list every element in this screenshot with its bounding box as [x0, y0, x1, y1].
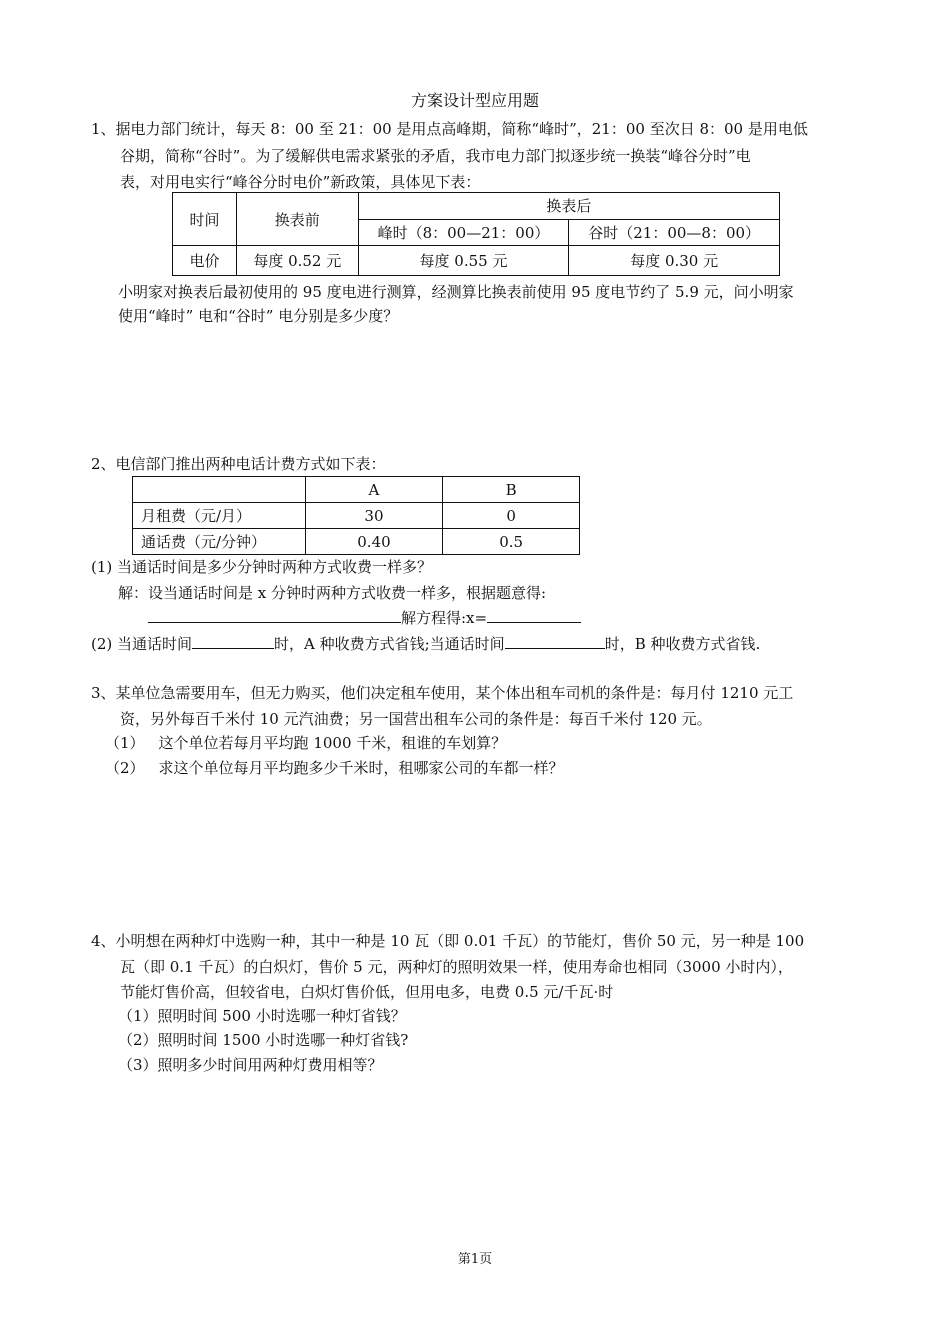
q2-sub1: (1) 当通话时间是多少分钟时两种方式收费一样多？: [91, 558, 433, 576]
cell-price-label: 电价: [173, 246, 237, 276]
q4-line-1: 4、小明想在两种灯中选购一种，其中一种是 10 瓦（即 0.01 千瓦）的节能灯，售价 50 元，另一种是 100: [91, 932, 805, 950]
time-blank-b[interactable]: [505, 634, 605, 649]
cell-peak-header: 峰时（8：00—21：00）: [358, 219, 569, 246]
cell-row2-label: 通话费（元/分钟）: [133, 529, 306, 555]
cell-row1-b: 0: [443, 503, 580, 529]
x-answer-blank[interactable]: [487, 608, 581, 623]
q2-sub2-part3: 时，B 种收费方式省钱.: [604, 635, 761, 653]
cell-row2-a: 0.40: [305, 529, 443, 555]
cell-row1-label: 月租费（元/月）: [133, 503, 306, 529]
q1-line-4: 小明家对换表后最初使用的 95 度电进行测算，经测算比换表前使用 95 度电节约了 5.9 元，问小明家: [118, 283, 794, 301]
q2-sub2-part1: (2) 当通话时间: [91, 635, 193, 653]
cell-time-header: 时间: [173, 193, 237, 246]
cell-before-header: 换表前: [236, 193, 358, 246]
q4-sub3: （3）照明多少时间用两种灯费用相等？: [118, 1056, 383, 1074]
cell-price-valley: 每度 0.30 元: [569, 246, 780, 276]
q2-sub2-part2: 时，A 种收费方式省钱;当通话时间: [274, 635, 505, 653]
time-blank-a[interactable]: [192, 634, 274, 649]
page-number: 第1页: [457, 1252, 493, 1267]
q4-line-2: 瓦（即 0.1 千瓦）的白炽灯，售价 5 元，两种灯的照明效果一样，使用寿命也相同（3000 小时内），: [120, 958, 793, 976]
cell-valley-header: 谷时（21：00—8：00）: [569, 219, 780, 246]
q1-line-5: 使用“峰时” 电和“谷时” 电分别是多少度？: [118, 307, 399, 325]
q2-solution: 解：设当通话时间是 x 分钟时两种方式收费一样多，根据题意得:: [118, 584, 547, 602]
cell-col-a: A: [305, 477, 443, 503]
cell-row2-b: 0.5: [443, 529, 580, 555]
cell-price-peak: 每度 0.55 元: [358, 246, 569, 276]
q3-sub1-text: 这个单位若每月平均跑 1000 千米，租谁的车划算？: [158, 734, 507, 752]
q3-sub2-text: 求这个单位每月平均跑多少千米时，租哪家公司的车都一样？: [158, 759, 564, 777]
q4-sub2: （2）照明时间 1500 小时选哪一种灯省钱?: [118, 1031, 409, 1049]
q1-line-1: 1、据电力部门统计，每天 8：00 至 21：00 是用点高峰期，简称“峰时”，21：00 至次日 8：00 是用电低: [91, 120, 808, 138]
solve-label: 解方程得:x=: [401, 609, 488, 627]
page-title: 方案设计型应用题: [410, 91, 539, 110]
q4-sub1: （1）照明时间 500 小时选哪一种灯省钱？: [118, 1007, 406, 1025]
q2-intro: 2、电信部门推出两种电话计费方式如下表：: [91, 455, 386, 473]
cell-empty-header: [133, 477, 306, 503]
cell-row1-a: 30: [305, 503, 443, 529]
q3-line-1: 3、某单位急需要用车，但无力购买，他们决定租车使用，某个体出租车司机的条件是：每月付 1210 元工: [91, 684, 794, 702]
q3-sub2-number: （2）: [105, 759, 145, 777]
q1-line-3: 表，对用电实行“峰谷分时电价”新政策，具体见下表：: [120, 173, 481, 191]
phone-fee-table: [132, 476, 580, 555]
q1-line-2: 谷期，简称“谷时”。为了缓解供电需求紧张的矛盾，我市电力部门拟逐步统一换装“峰谷分时”电: [120, 147, 751, 165]
cell-after-header: 换表后: [358, 193, 779, 220]
q4-line-3: 节能灯售价高，但较省电，白炽灯售价低，但用电多，电费 0.5 元/千瓦·时: [120, 983, 614, 1001]
q3-sub1-number: （1）: [105, 734, 145, 752]
equation-blank[interactable]: [148, 608, 401, 623]
cell-col-b: B: [443, 477, 580, 503]
electricity-price-table: [172, 192, 780, 276]
q3-line-2: 资，另外每百千米付 10 元汽油费；另一国营出租车公司的条件是：每百千米付 120 元。: [120, 710, 712, 728]
cell-price-before: 每度 0.52 元: [236, 246, 358, 276]
